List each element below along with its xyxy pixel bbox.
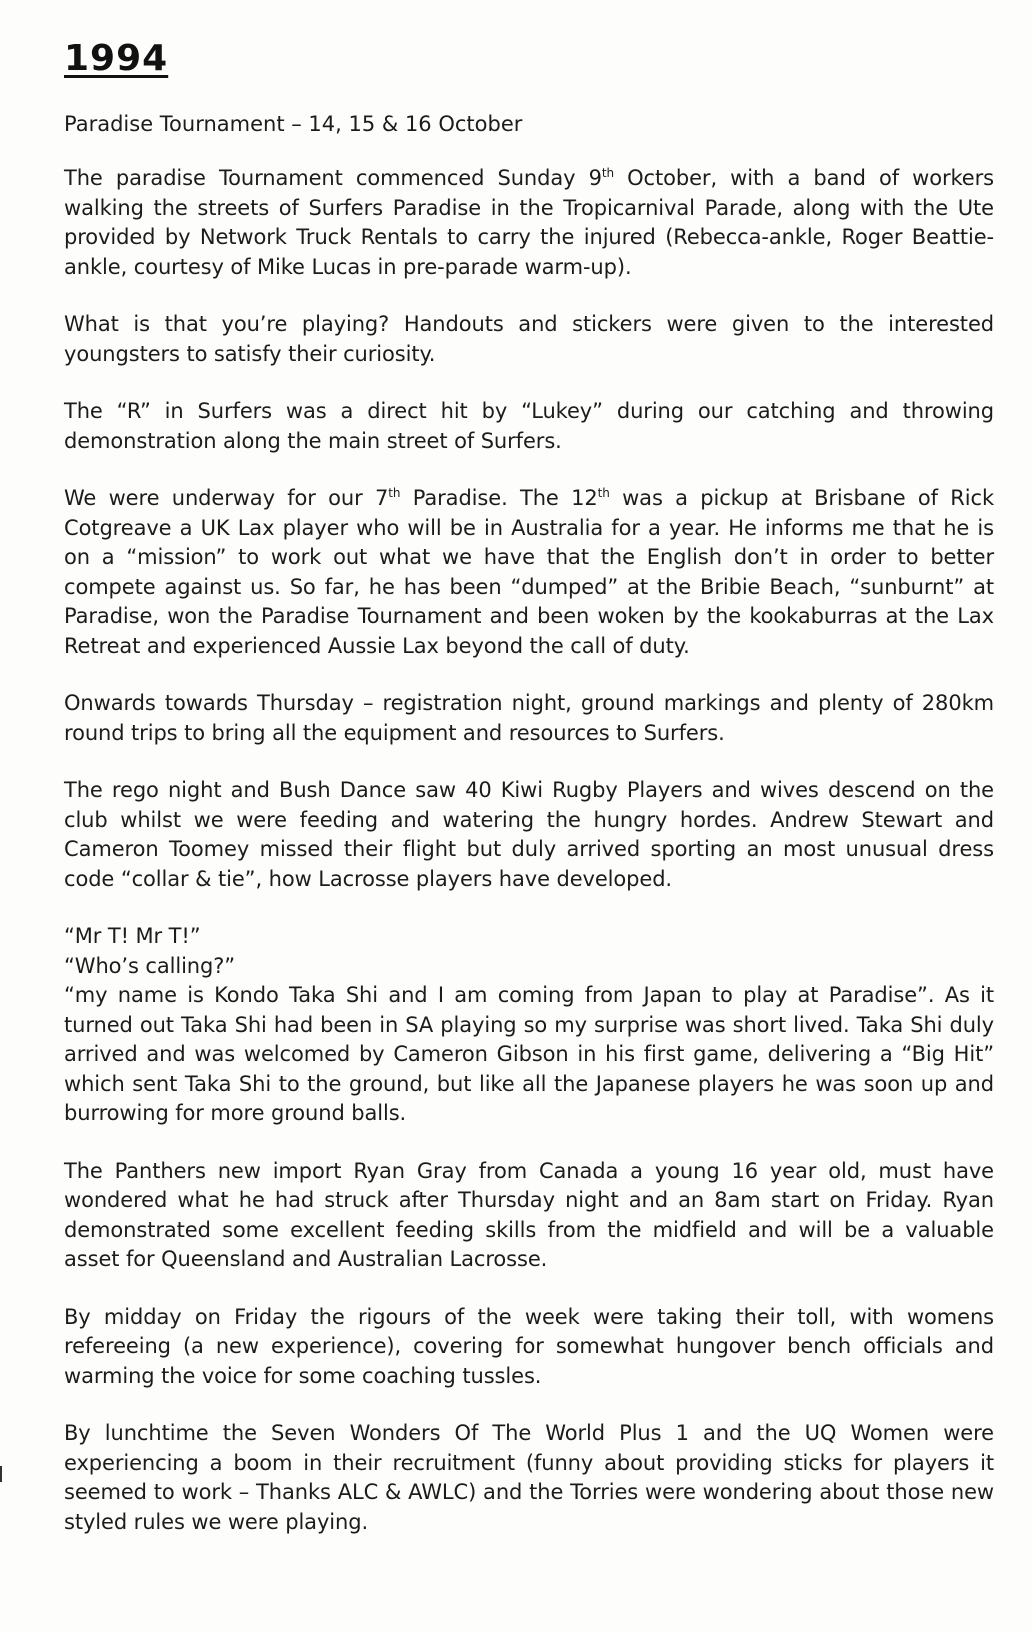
paragraph-thursday: Onwards towards Thursday – registration night, ground markings and plenty of 280km round trips to bring all the equipment and resources to Surfers. [64, 691, 994, 745]
year-heading: 1994 [64, 38, 169, 79]
paragraph-direct-hit: The “R” in Surfers was a direct hit by “Lukey” during our catching and throwing demonstration along the main street of Surfers. [64, 399, 994, 453]
dialogue-line: “Mr T! Mr T!” [64, 924, 201, 948]
scan-margin-mark [0, 1466, 2, 1482]
paragraph-friday: By midday on Friday the rigours of the week were taking their toll, with womens refereeing (a new experience), covering for somewhat hungover bench officials and warming the voice for some coaching tussles. [64, 1304, 994, 1388]
tournament-subtitle: Paradise Tournament – 14, 15 & 16 October [64, 112, 523, 136]
paragraph-lunchtime: By lunchtime the Seven Wonders Of The World Plus 1 and the UQ Women were experiencing a boom in their recruitment (funny about providing sticks for players it seemed to work – Thanks ALC & AWLC) and the Torries were wondering about those new styled rules we were playing. [64, 1421, 994, 1534]
dialogue-line: “Who’s calling?” [64, 953, 236, 978]
text-run: The paradise Tournament commenced Sunday 9 [64, 166, 602, 190]
paragraph-parade [64, 164, 994, 282]
paragraph-dialogue [64, 922, 994, 1129]
text-run: October, with a band of workers walking the streets of Surfers Paradise in the Tropicarnival Parade, along with the Ute provided by Network Truck Rentals to carry the injured (Rebecca-ankle, Roger Beattie-ankle, courtesy of Mike Lucas in pre-parade warm-up). [64, 166, 994, 279]
ordinal-suffix: th [601, 166, 614, 180]
ordinal-suffix: th [597, 486, 610, 500]
text-run: was a pickup at Brisbane of Rick Cotgreave a UK Lax player who will be in Australia for a year. He informs me that he is on a “mission” to work out what we have that the English don’t in order to better compete against us. So far, he has been “dumped” at the Bribie Beach, “sunburnt” at Paradise, won the Paradise Tournament and been woken by the kookaburras at the Lax Retreat and experienced Aussie Lax beyond the call of duty. [64, 486, 995, 658]
paragraph-underway [64, 484, 994, 661]
dialogue-body: “my name is Kondo Taka Shi and I am coming from Japan to play at Paradise”. As it turned out Taka Shi had been in SA playing so my surprise was short lived. Taka Shi duly arrived and was welcomed by Cameron Gibson in his first game, delivering a “Big Hit” which sent Taka Shi to the ground, but like all the Japanese players he was soon up and burrowing for more ground balls. [64, 983, 994, 1125]
paragraph-rego-night: The rego night and Bush Dance saw 40 Kiwi Rugby Players and wives descend on the club whilst we were feeding and watering the hungry hordes. Andrew Stewart and Cameron Toomey missed their flight but duly arrived sporting an most unusual dress code “collar & tie”, how Lacrosse players have developed. [64, 778, 994, 891]
paragraph-panthers: The Panthers new import Ryan Gray from Canada a young 16 year old, must have wondered what he had struck after Thursday night and an 8am start on Friday. Ryan demonstrated some excellent feeding skills from the midfield and will be a valuable asset for Queensland and Australian Lacrosse. [64, 1158, 994, 1271]
ordinal-suffix: th [388, 486, 401, 500]
text-run: We were underway for our 7 [64, 486, 389, 510]
paragraph-handouts: What is that you’re playing? Handouts and stickers were given to the interested youngsters to satisfy their curiosity. [64, 312, 994, 366]
text-run: Paradise. The 12 [400, 486, 598, 510]
